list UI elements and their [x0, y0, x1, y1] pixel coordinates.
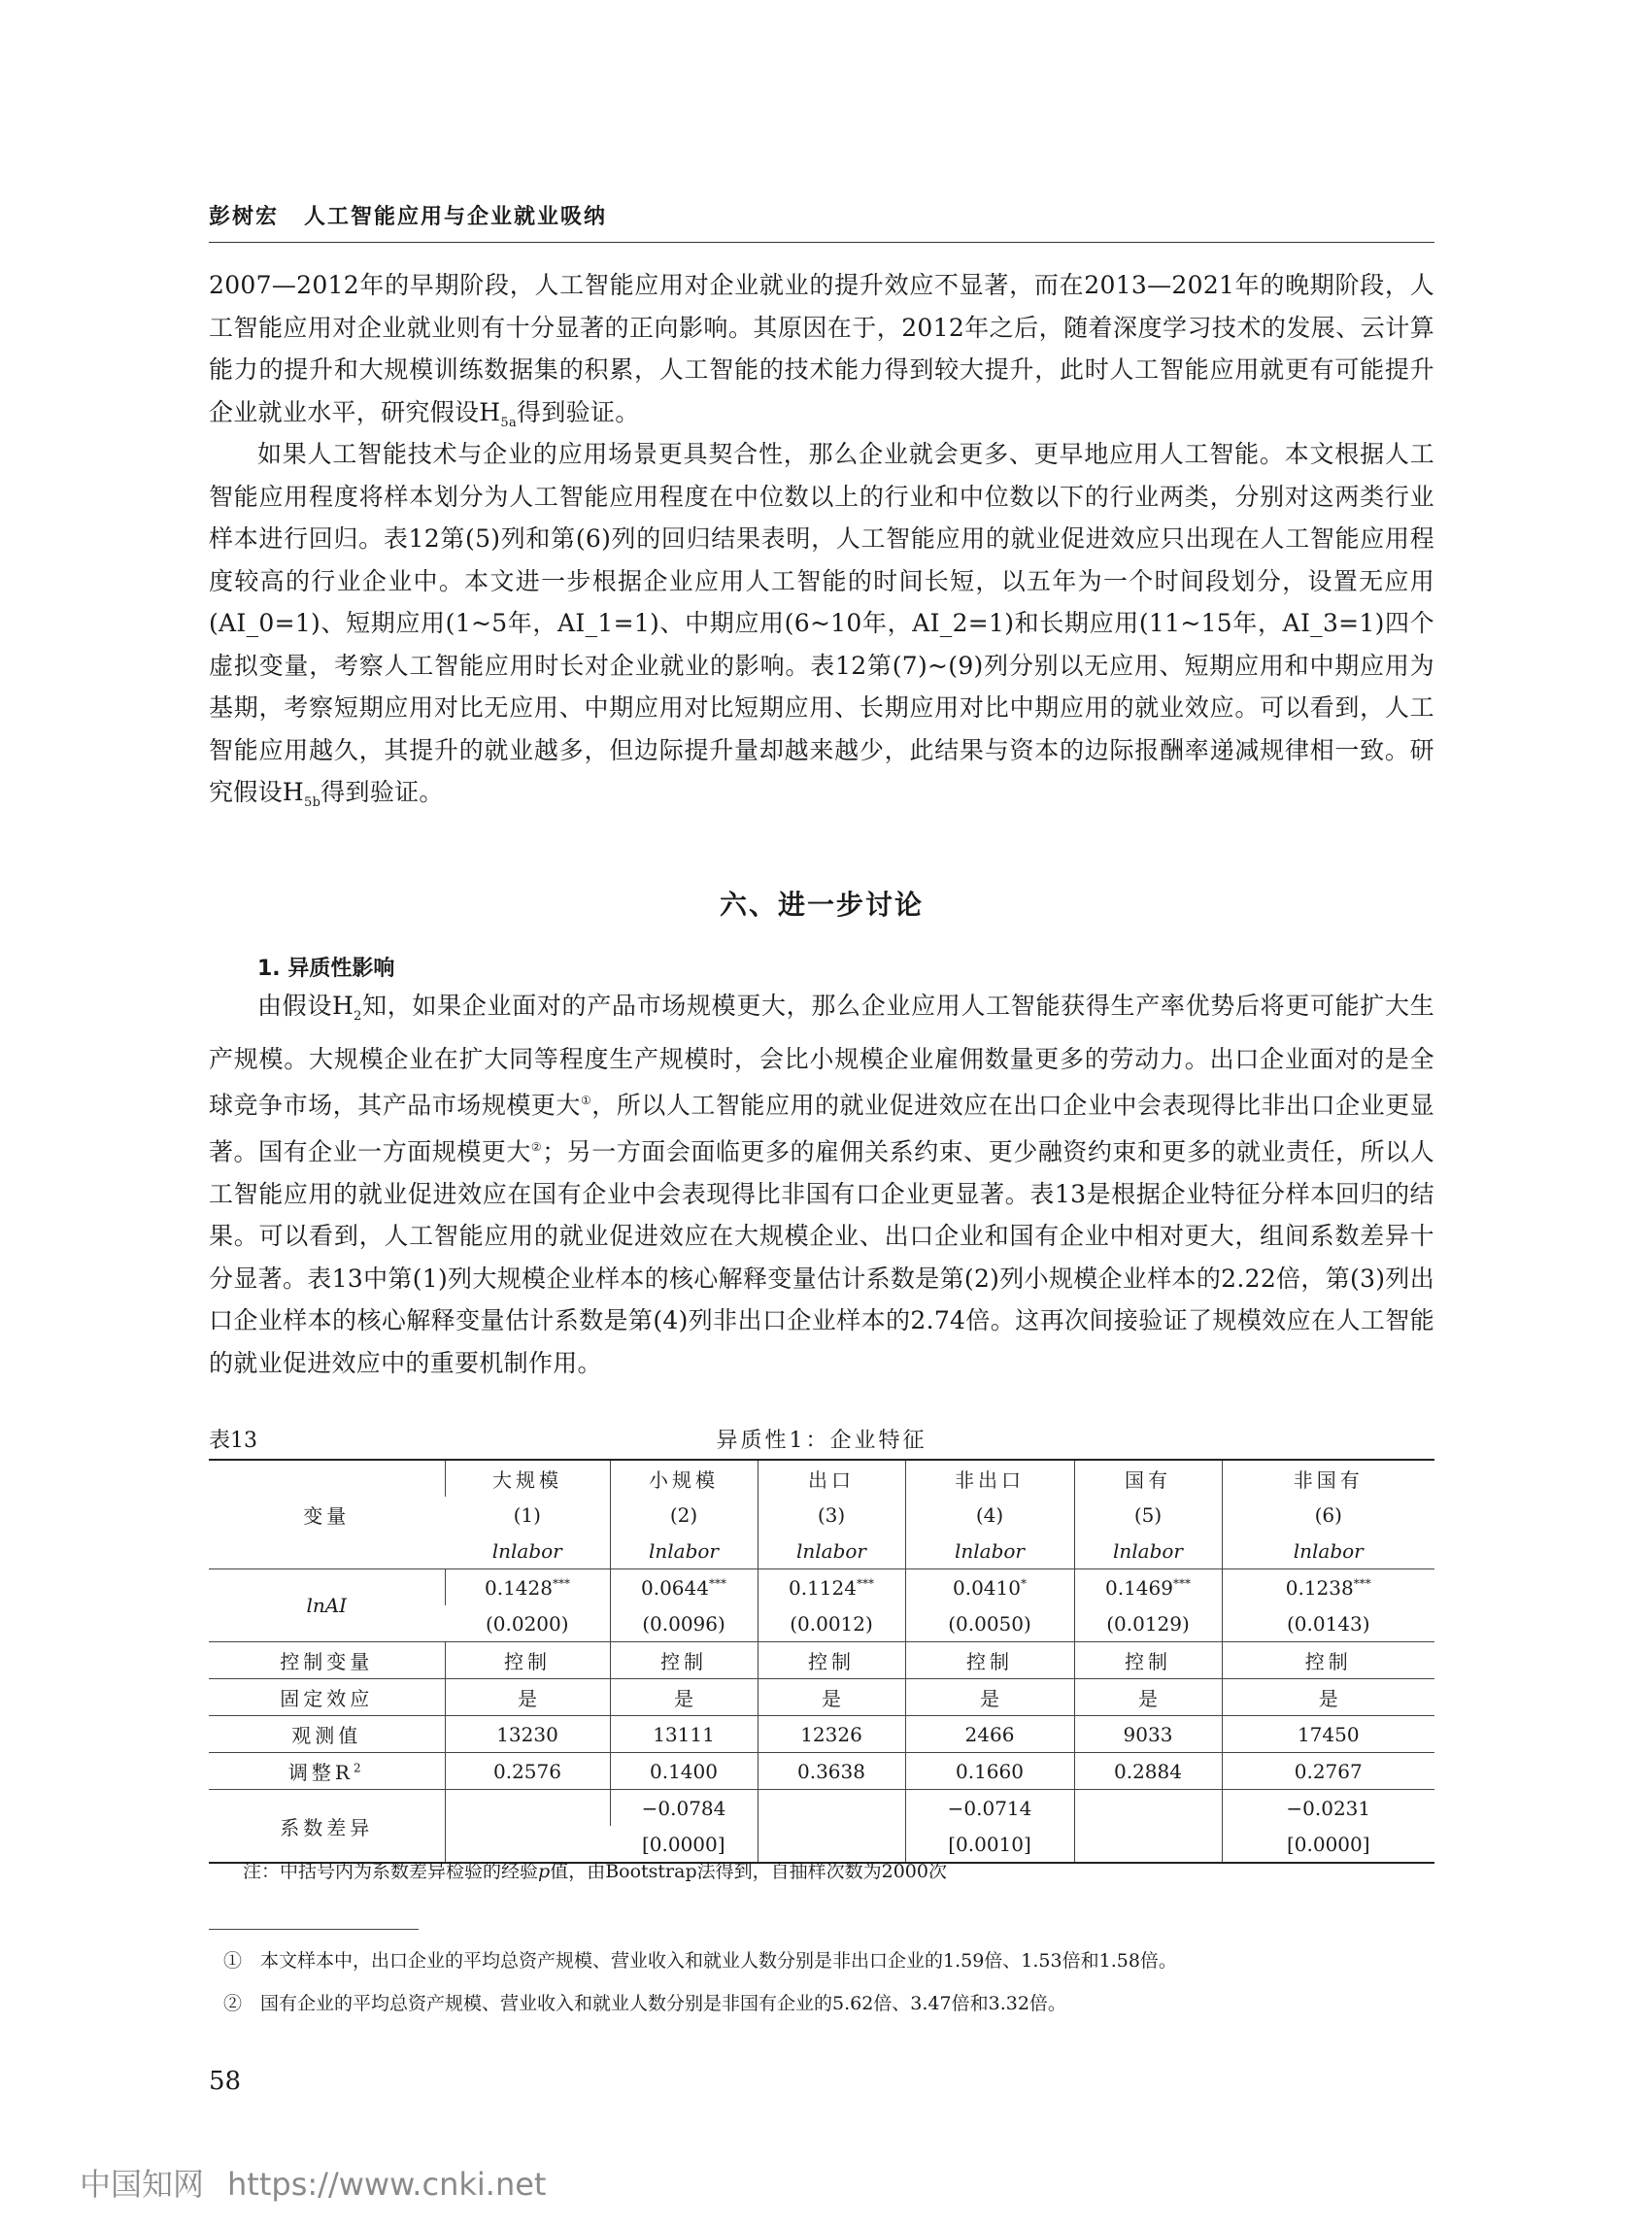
paragraph-2: 如果人工智能技术与企业的应用场景更具契合性，那么企业就会更多、更早地应用人工智能。本文根据人工智能应用程度将样本划分为人工智能应用程度在中位数以上的行业和中位数以下的行业两类，分别对这两类行业样本进行回归。表12第(5)列和第(6)列的回归结果表明，人工智能应用的就业促进效应只出现在人工智能应用程度较高的行业企业中。本文进一步根据企业应用人工智能的时间长短，以五年为一个时间段划分，设置无应用(AI_0=1)、短期应用(1~5年，AI_1=1)、中期应用(6~10年，AI_2=1)和长期应用(11~15年，AI_3=1)四个虚拟变量，考察人工智能应用时长对企业就业的影响。表12第(7)~(9)列分别以无应用、短期应用和中期应用为基期，考察短期应用对比无应用、中期应用对比短期应用、长期应用对比中期应用的就业效应。可以看到，人工智能应用越久，其提升的就业越多，但边际提升量却越来越少，此结果与资本的边际报酬率递减规律相一致。研究假设$H_{5b}$得到验证。	[209, 440, 1434, 810]
page-number: 58	[209, 2067, 242, 2096]
table-row: 控制变量 控制 控制 控制 控制 控制 控制	[209, 1642, 1434, 1679]
footnote-ref-1[interactable]: ①	[580, 1094, 592, 1107]
table-row: 系数差异 −0.0784 −0.0714 −0.0231	[209, 1790, 1434, 1827]
watermark-brand: 中国知网	[80, 2166, 205, 2203]
watermark	[80, 2160, 546, 2205]
table-note: 注：中括号内为系数差异检验的经验p值，由Bootstrap法得到，自抽样次数为2000次	[243, 1861, 947, 1882]
table-row: lnlabor lnlabor lnlabor lnlabor lnlabor lnlabor	[209, 1533, 1434, 1569]
header-author: 彭树宏	[209, 205, 280, 229]
section-title: 六、进一步讨论	[719, 889, 924, 921]
table-row: (1) (2) (3) (4) (5) (6)	[209, 1497, 1434, 1533]
table-row: [0.0000] [0.0010] [0.0000]	[209, 1826, 1434, 1863]
table-label: 表13	[209, 1429, 257, 1453]
footnote-ref-2[interactable]: ②	[530, 1139, 543, 1154]
table-row: 观测值 13230 13111 12326 2466 9033 17450	[209, 1716, 1434, 1753]
paragraph-3: 由假设$H_2$知，如果企业面对的产品市场规模更大，那么企业应用人工智能获得生产率优势后将更可能扩大生产规模。大规模企业在扩大同等程度生产规模时，会比小规模企业雇佣数量更多的劳动力。出口企业面对的是全球竞争市场，其产品市场规模更大①，所以人工智能应用的就业促进效应在出口企业中会表现得比非出口企业更显著。国有企业一方面规模更大②；另一方面会面临更多的雇佣关系约束、更少融资约束和更多的就业责任，所以人工智能应用的就业促进效应在国有企业中会表现得比非国有口企业更显著。表13是根据企业特征分样本回归的结果。可以看到，人工智能应用的就业促进效应在大规模企业、出口企业和国有企业中相对更大，组间系数差异十分显著。表13中第(1)列大规模企业样本的核心解释变量估计系数是第(2)列小规模企业样本的2.22倍，第(3)列出口企业样本的核心解释变量估计系数是第(4)列非出口企业样本的2.74倍。这再次间接验证了规模效应在人工智能的就业促进效应中的重要机制作用。	[209, 992, 1435, 1377]
footnote-1: ① 本文样本中，出口企业的平均总资产规模、营业收入和就业人数分别是非出口企业的1.59倍、1.53倍和1.58倍。	[223, 1950, 1177, 1972]
footnote-2: ② 国有企业的平均总资产规模、营业收入和就业人数分别是非国有企业的5.62倍、3.47倍和3.32倍。	[223, 1993, 1066, 2014]
table-row: 固定效应 是 是 是 是 是 是	[209, 1679, 1434, 1716]
var-header: 变量	[209, 1460, 445, 1569]
watermark-url[interactable]: https://www.cnki.net	[227, 2166, 547, 2203]
table-row: 变量 大规模 小规模 出口 非出口 国有 非国有	[209, 1460, 1434, 1497]
table-row: lnAI 0.1428*** 0.0644*** 0.1124*** 0.0410* 0.1469*** 0.1238***	[209, 1569, 1434, 1606]
header-title: 人工智能应用与企业就业吸纳	[304, 205, 608, 229]
table-13	[209, 1459, 1434, 1864]
footnote-rule	[209, 1929, 419, 1930]
paragraph-1: 2007—2012年的早期阶段，人工智能应用对企业就业的提升效应不显著，而在2013—2021年的晚期阶段，人工智能应用对企业就业则有十分显著的正向影响。其原因在于，2012年之后，随着深度学习技术的发展、云计算能力的提升和大规模训练数据集的积累，人工智能的技术能力得到较大提升，此时人工智能应用就更有可能提升企业就业水平，研究假设$H_{5a}$得到验证。	[209, 271, 1434, 430]
header-rule	[209, 242, 1434, 243]
running-header	[209, 200, 607, 230]
table-row: (0.0200) (0.0096) (0.0012) (0.0050) (0.0129) (0.0143)	[209, 1605, 1434, 1642]
table-row: 调整$R^2$ 0.2576 0.1400 0.3638 0.1660 0.2884 0.2767	[209, 1753, 1434, 1790]
subsection-title: 1. 异质性影响	[257, 957, 395, 981]
table-caption: 异质性1：企业特征	[716, 1429, 927, 1453]
